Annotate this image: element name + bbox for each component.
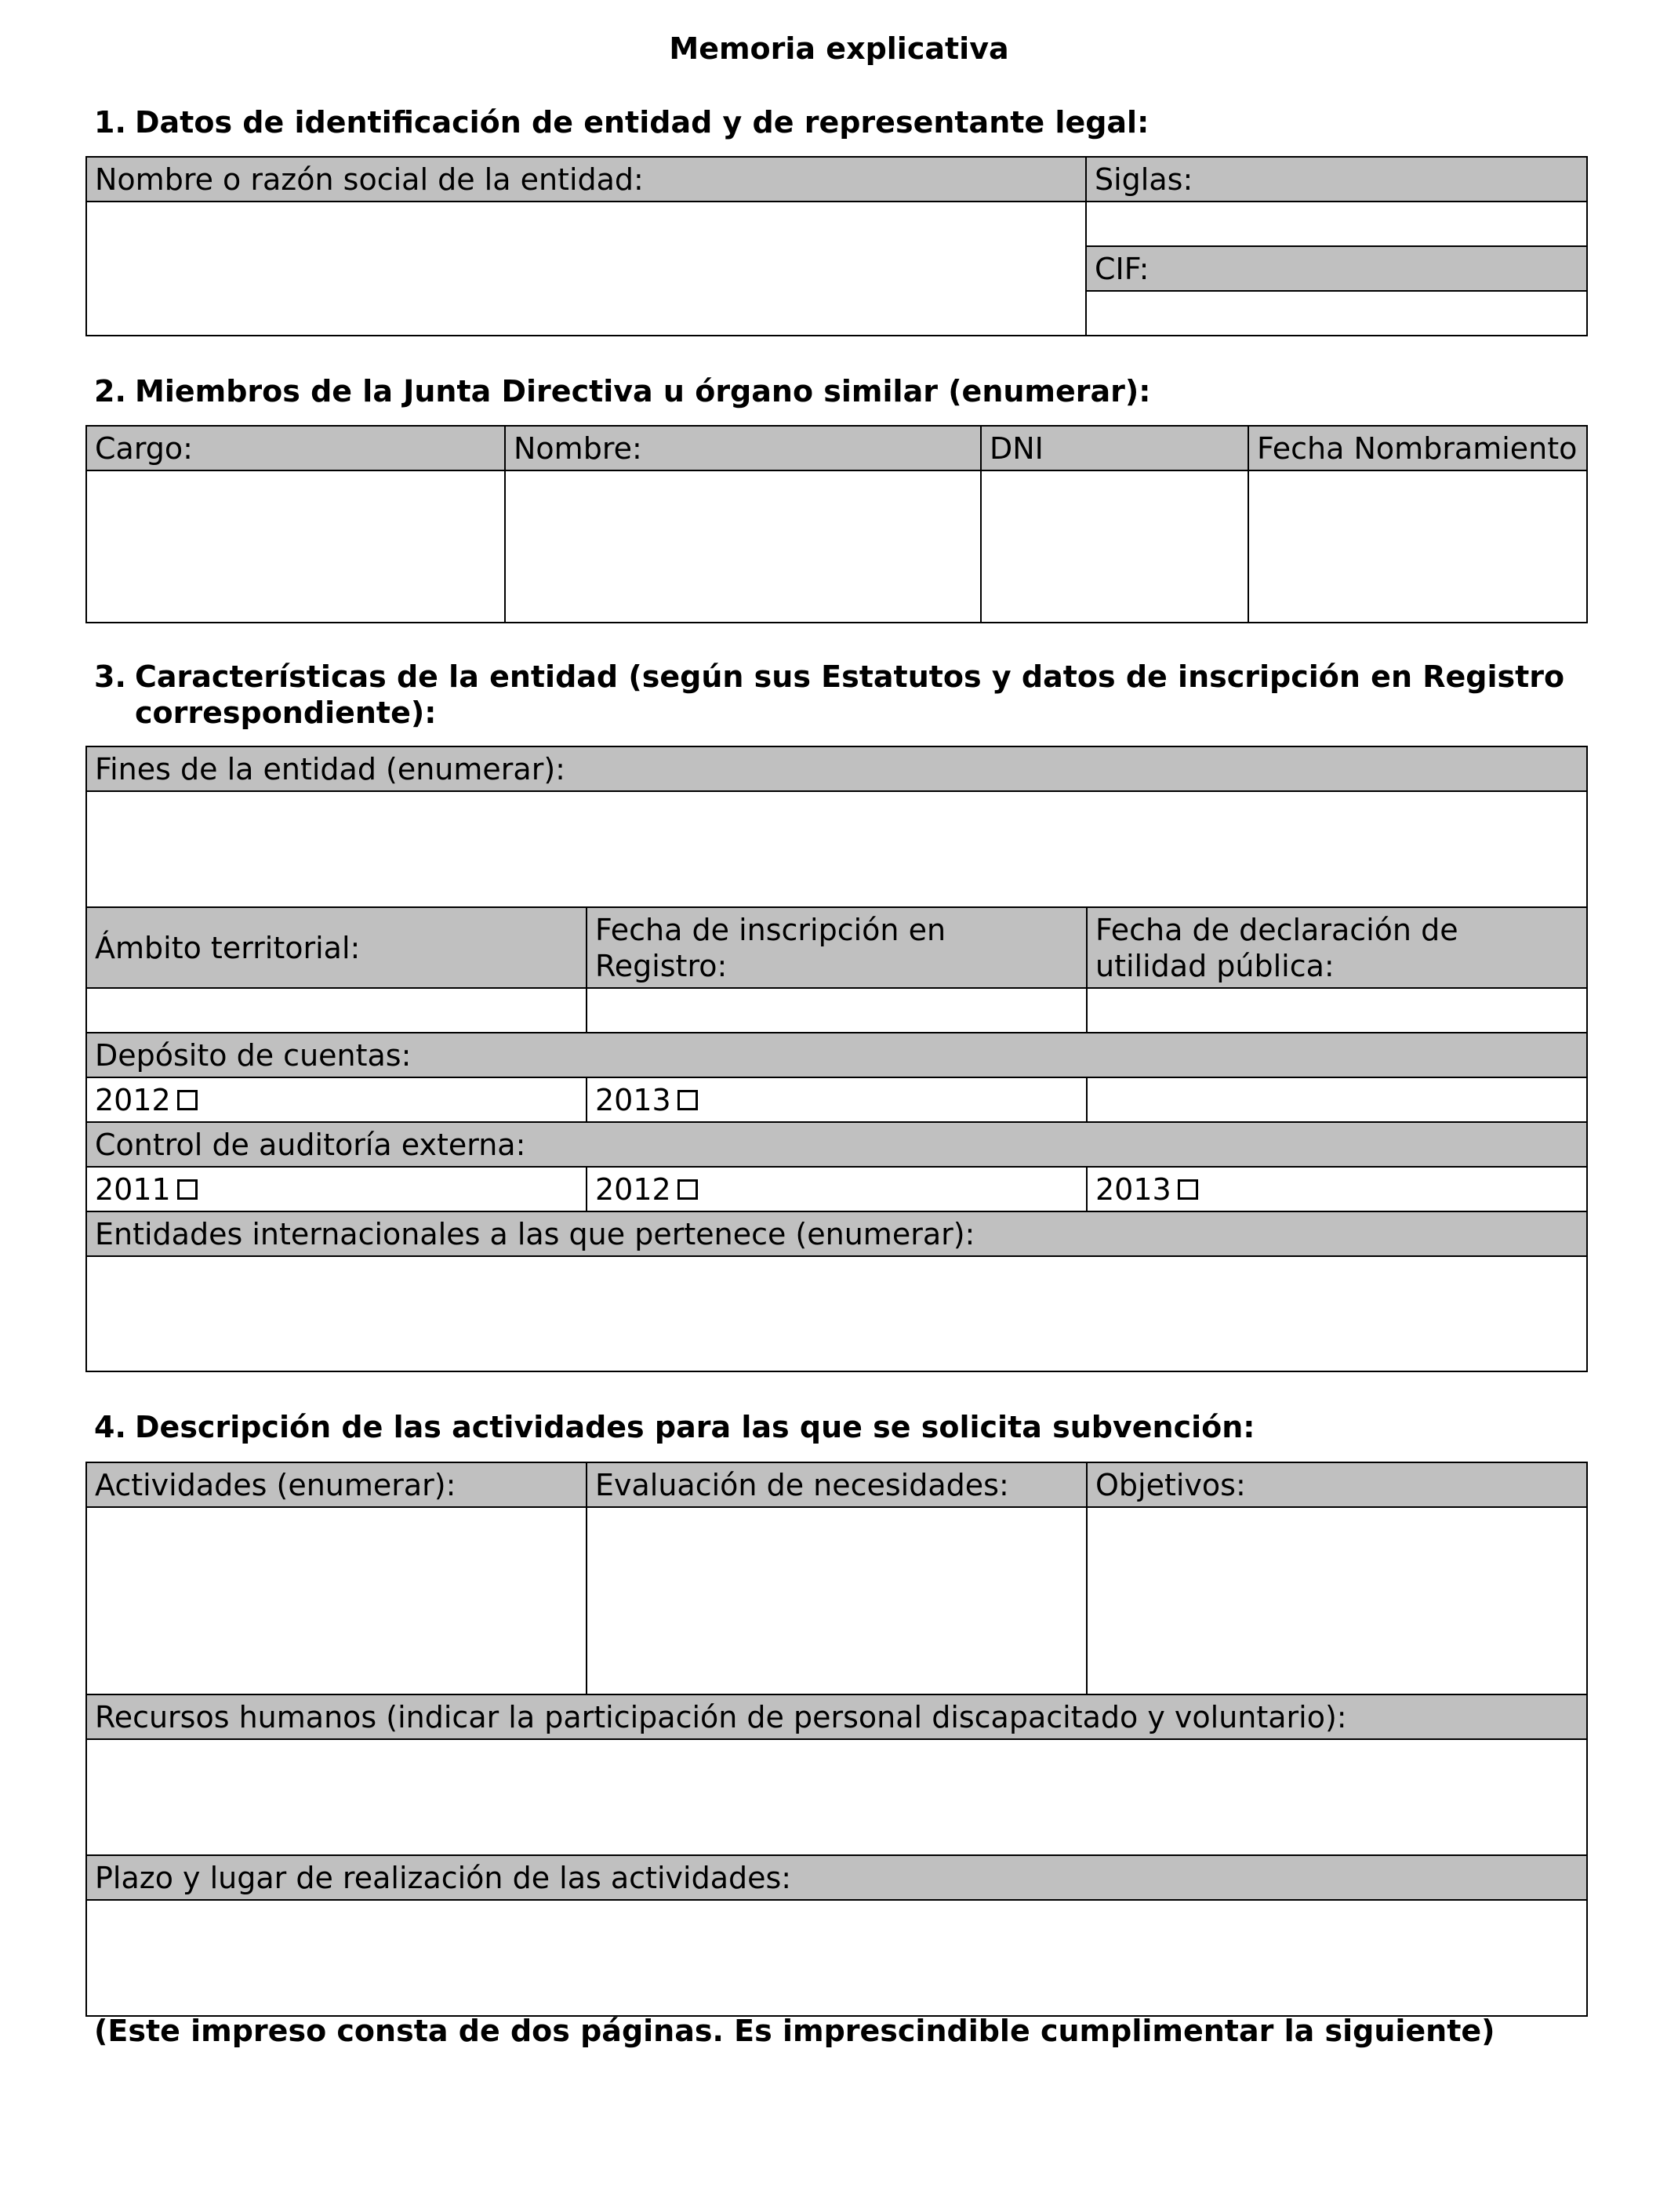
section-heading-text: Datos de identificación de entidad y de representante legal: bbox=[135, 105, 1150, 140]
identification-table bbox=[85, 156, 1588, 336]
section-number: 4. bbox=[94, 1410, 126, 1444]
entity-name-label: Nombre o razón social de la entidad: bbox=[86, 157, 1086, 202]
board-members-table bbox=[85, 425, 1588, 623]
checkbox-icon[interactable] bbox=[677, 1179, 698, 1200]
internacionales-label: Entidades internacionales a las que pertenece (enumerar): bbox=[86, 1211, 1587, 1256]
section-4-heading bbox=[94, 1409, 1600, 1445]
fecha-nombramiento-header: Fecha Nombramiento bbox=[1248, 426, 1587, 470]
footer-note: (Este impreso consta de dos páginas. Es imprescindible cumplimentar la siguiente) bbox=[94, 2014, 1495, 2048]
page-title: Memoria explicativa bbox=[669, 31, 1009, 66]
fecha-inscripcion-label: Fecha de inscripción en Registro: bbox=[587, 907, 1087, 988]
nombre-header: Nombre: bbox=[505, 426, 981, 470]
objetivos-field[interactable] bbox=[1087, 1507, 1587, 1694]
checkbox-icon[interactable] bbox=[1178, 1179, 1198, 1200]
actividades-field[interactable] bbox=[86, 1507, 587, 1694]
fecha-utilidad-label: Fecha de declaración de utilidad pública: bbox=[1087, 907, 1587, 988]
recursos-label: Recursos humanos (indicar la participación de personal discapacitado y voluntario): bbox=[86, 1694, 1587, 1739]
deposito-2013-option[interactable] bbox=[587, 1077, 1087, 1122]
checkbox-icon[interactable] bbox=[177, 1179, 198, 1200]
entity-name-field[interactable] bbox=[86, 202, 1086, 336]
year-label: 2012 bbox=[95, 1082, 171, 1117]
plazo-label: Plazo y lugar de realización de las actividades: bbox=[86, 1855, 1587, 1900]
activities-table bbox=[85, 1462, 1588, 2017]
section-number: 2. bbox=[94, 374, 126, 409]
auditoria-2012-option[interactable] bbox=[587, 1167, 1087, 1211]
cargo-field[interactable] bbox=[86, 470, 505, 623]
section-3-heading bbox=[94, 659, 1600, 731]
year-label: 2012 bbox=[595, 1171, 671, 1207]
deposito-label: Depósito de cuentas: bbox=[86, 1033, 1587, 1077]
auditoria-2013-option[interactable] bbox=[1087, 1167, 1587, 1211]
entity-characteristics-table bbox=[85, 746, 1588, 1372]
section-heading-continuation: correspondiente): bbox=[135, 696, 437, 730]
evaluacion-label: Evaluación de necesidades: bbox=[587, 1462, 1087, 1507]
section-heading-text: Descripción de las actividades para las que se solicita subvención: bbox=[135, 1410, 1255, 1444]
recursos-field[interactable] bbox=[86, 1739, 1587, 1855]
actividades-label: Actividades (enumerar): bbox=[86, 1462, 587, 1507]
fines-label: Fines de la entidad (enumerar): bbox=[86, 746, 1587, 791]
dni-field[interactable] bbox=[981, 470, 1248, 623]
section-number: 3. bbox=[94, 659, 126, 694]
empty-cell bbox=[1087, 1077, 1587, 1122]
checkbox-icon[interactable] bbox=[177, 1090, 198, 1110]
siglas-label: Siglas: bbox=[1086, 157, 1587, 202]
section-1-heading bbox=[94, 104, 1600, 140]
siglas-field[interactable] bbox=[1086, 202, 1587, 246]
nombre-field[interactable] bbox=[505, 470, 981, 623]
year-label: 2011 bbox=[95, 1171, 171, 1207]
auditoria-label: Control de auditoría externa: bbox=[86, 1122, 1587, 1167]
dni-header: DNI bbox=[981, 426, 1248, 470]
cif-field[interactable] bbox=[1086, 291, 1587, 336]
section-number: 1. bbox=[94, 105, 126, 140]
section-heading-text: Características de la entidad (según sus Estatutos y datos de inscripción en Registro bbox=[135, 659, 1565, 694]
internacionales-field[interactable] bbox=[86, 1256, 1587, 1371]
ambito-field[interactable] bbox=[86, 988, 587, 1033]
ambito-label: Ámbito territorial: bbox=[86, 907, 587, 988]
year-label: 2013 bbox=[1095, 1171, 1171, 1207]
cif-label: CIF: bbox=[1086, 246, 1587, 291]
checkbox-icon[interactable] bbox=[677, 1090, 698, 1110]
objetivos-label: Objetivos: bbox=[1087, 1462, 1587, 1507]
fecha-utilidad-field[interactable] bbox=[1087, 988, 1587, 1033]
section-2-heading bbox=[94, 373, 1600, 409]
fecha-nombramiento-field[interactable] bbox=[1248, 470, 1587, 623]
section-heading-text: Miembros de la Junta Directiva u órgano similar (enumerar): bbox=[135, 374, 1151, 409]
plazo-field[interactable] bbox=[86, 1900, 1587, 2016]
evaluacion-field[interactable] bbox=[587, 1507, 1087, 1694]
deposito-2012-option[interactable] bbox=[86, 1077, 587, 1122]
auditoria-2011-option[interactable] bbox=[86, 1167, 587, 1211]
year-label: 2013 bbox=[595, 1082, 671, 1117]
fines-field[interactable] bbox=[86, 791, 1587, 907]
fecha-inscripcion-field[interactable] bbox=[587, 988, 1087, 1033]
cargo-header: Cargo: bbox=[86, 426, 505, 470]
